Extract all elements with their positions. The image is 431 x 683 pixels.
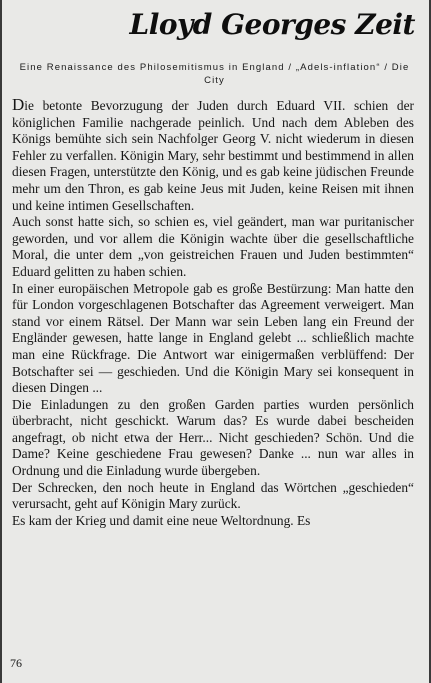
chapter-title: Lloyd Georges Zeit — [129, 8, 415, 41]
paragraph: Die betonte Bevorzugung der Juden durch Eduard VII. schien der königlichen Familie nachgerade peinlich. Und nach dem Ableben des Königs bemühte sich sein Nachfolger Georg V. nicht wiederum in diesen Fehler zu verfallen. Königin Mary, sehr bestimmt und bestimmend in allen diesen Fragen, unterstützte den König, und es gab keine jüdischen Freunde mehr um den Thron, es gab keine Jeus mit Juden, keine Reisen mit ihnen und keine intimen Gesellschaften. — [12, 95, 414, 213]
paragraph: In einer europäischen Metropole gab es große Bestürzung: Man hatte den für London vorgeschlagenen Botschafter das Agreement verweigert. Man stand vor einem Rätsel. Der Mann war sein Leben lang ein Freund der Engländer gewesen, hatte lange in England gelebt ... schließlich machte man eine Rückfrage. Die Antwort war einigermaßen verblüffend: Der Botschafter sei — geschieden. Und die Königin Mary sei konsequent in diesen Dingen ... — [12, 280, 414, 396]
book-page — [2, 0, 429, 683]
page-number: 76 — [10, 656, 22, 670]
chapter-subtitle: Eine Renaissance des Philosemitismus in England / „Adels-inflation“ / Die City — [19, 62, 410, 86]
paragraph: Der Schrecken, den noch heute in England das Wörtchen „geschieden“ verursacht, geht auf Königin Mary zurück. — [12, 479, 414, 512]
paragraph: Es kam der Krieg und damit eine neue Weltordnung. Es — [12, 512, 311, 528]
paragraph: Die Einladungen zu den großen Garden parties wurden persönlich überbracht, nicht geschickt. Warum das? Es wurde dabei bescheiden angefragt, ob nicht etwa der Herr... Nicht geschieden? Schön. Und die Dame? Keine geschiedene Frau gewesen? Danke ... nun war alles in Ordnung und die Einladung wurde übergeben. — [12, 396, 414, 479]
paragraph: Auch sonst hatte sich, so schien es, viel geändert, man war puritanischer geworden, und vor allem die Königin wachte über die gesellschaftliche Moral, die unter dem „von geistreichen Frauen und Juden bestimmten“ Eduard gelitten zu haben schien. — [12, 214, 414, 279]
body-text — [12, 97, 414, 529]
